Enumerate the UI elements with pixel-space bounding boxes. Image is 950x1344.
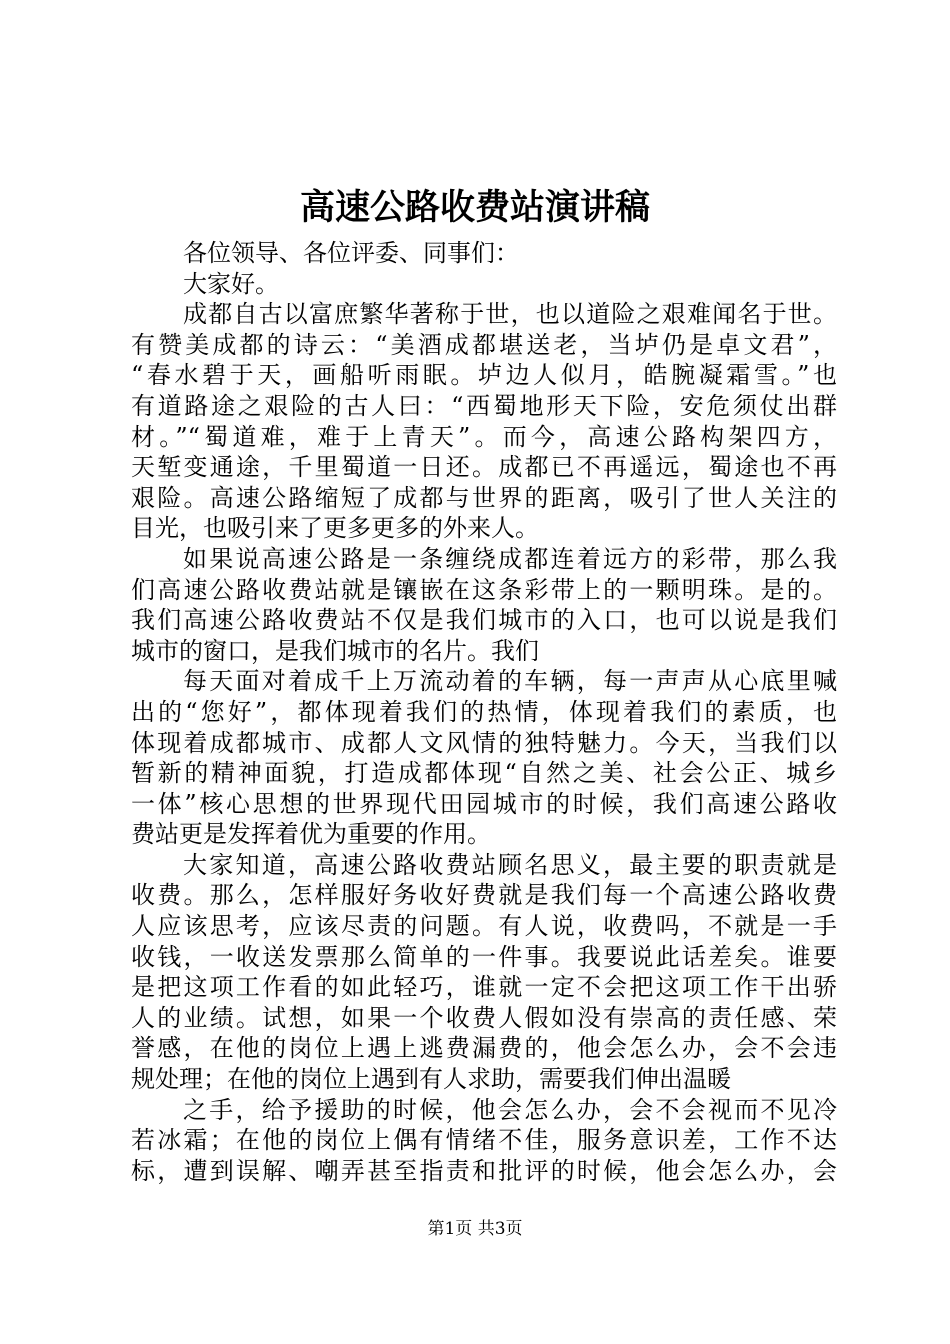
body-line: 城市的窗口，是我们城市的名片。我们	[131, 636, 539, 665]
body-line: 们高速公路收费站就是镶嵌在这条彩带上的一颗明珠。是的。	[131, 575, 837, 604]
body-line: 成都自古以富庶繁华著称于世，也以道险之艰难闻名于世。	[183, 300, 837, 329]
body-line: 材。”“蜀道难，难于上青天”。而今，高速公路构架四方，	[131, 422, 837, 451]
body-line: 有道路途之艰险的古人曰：“西蜀地形天下险，安危须仗出群	[131, 391, 837, 420]
body-line: 规处理；在他的岗位上遇到有人求助，需要我们伸出温暖	[131, 1065, 731, 1094]
body-line: 每天面对着成千上万流动着的车辆，每一声声从心底里喊	[183, 667, 837, 696]
body-line: 有赞美成都的诗云：“美酒成都堪送老，当垆仍是卓文君”，	[131, 330, 837, 359]
body-line: 收费。那么，怎样服好务收好费就是我们每一个高速公路收费	[131, 881, 837, 910]
document-body	[131, 238, 837, 1186]
body-line: 标，遭到误解、嘲弄甚至指责和批评的时候，他会怎么办，会	[131, 1156, 837, 1185]
body-line: 体现着成都城市、成都人文风情的独特魅力。今天，当我们以	[131, 728, 837, 757]
body-line: 大家好。	[183, 269, 279, 298]
body-line: 大家知道，高速公路收费站顾名思义，最主要的职责就是	[183, 850, 837, 879]
page-footer: 第1页 共3页	[427, 1219, 523, 1239]
body-line: 是把这项工作看的如此轻巧，谁就一定不会把这项工作干出骄	[131, 973, 837, 1002]
body-line: 天堑变通途，千里蜀道一日还。成都已不再遥远，蜀途也不再	[131, 453, 837, 482]
document-title: 高速公路收费站演讲稿	[299, 187, 650, 228]
body-line: 各位领导、各位评委、同事们：	[183, 239, 519, 267]
body-line: 出的“您好”，都体现着我们的热情，体现着我们的素质，也	[131, 697, 837, 726]
body-line: 一体”核心思想的世界现代田园城市的时候，我们高速公路收	[131, 789, 837, 818]
body-line: 若冰霜；在他的岗位上偶有情绪不佳，服务意识差，工作不达	[131, 1126, 837, 1155]
body-line: 誉感，在他的岗位上遇上逃费漏费的，他会怎么办，会不会违	[131, 1034, 837, 1063]
body-line: 我们高速公路收费站不仅是我们城市的入口，也可以说是我们	[131, 606, 837, 635]
body-line: 人的业绩。试想，如果一个收费人假如没有崇高的责任感、荣	[131, 1003, 837, 1032]
body-line: 收钱，一收送发票那么简单的一件事。我要说此话差矣。谁要	[131, 942, 837, 971]
body-line: 之手，给予援助的时候，他会怎么办，会不会视而不见冷	[183, 1095, 837, 1124]
body-line: 人应该思考，应该尽责的问题。有人说，收费吗，不就是一手	[131, 912, 837, 941]
body-line: 艰险。高速公路缩短了成都与世界的距离，吸引了世人关注的	[131, 483, 837, 512]
body-line: 暂新的精神面貌，打造成都体现“自然之美、社会公正、城乡	[131, 759, 837, 788]
body-line: 目光，也吸引来了更多更多的外来人。	[131, 514, 539, 543]
body-line: 费站更是发挥着优为重要的作用。	[131, 820, 491, 849]
body-line: 如果说高速公路是一条缠绕成都连着远方的彩带，那么我	[183, 544, 837, 573]
body-line: “春水碧于天，画船听雨眠。垆边人似月，皓腕凝霜雪。”也	[131, 361, 837, 390]
